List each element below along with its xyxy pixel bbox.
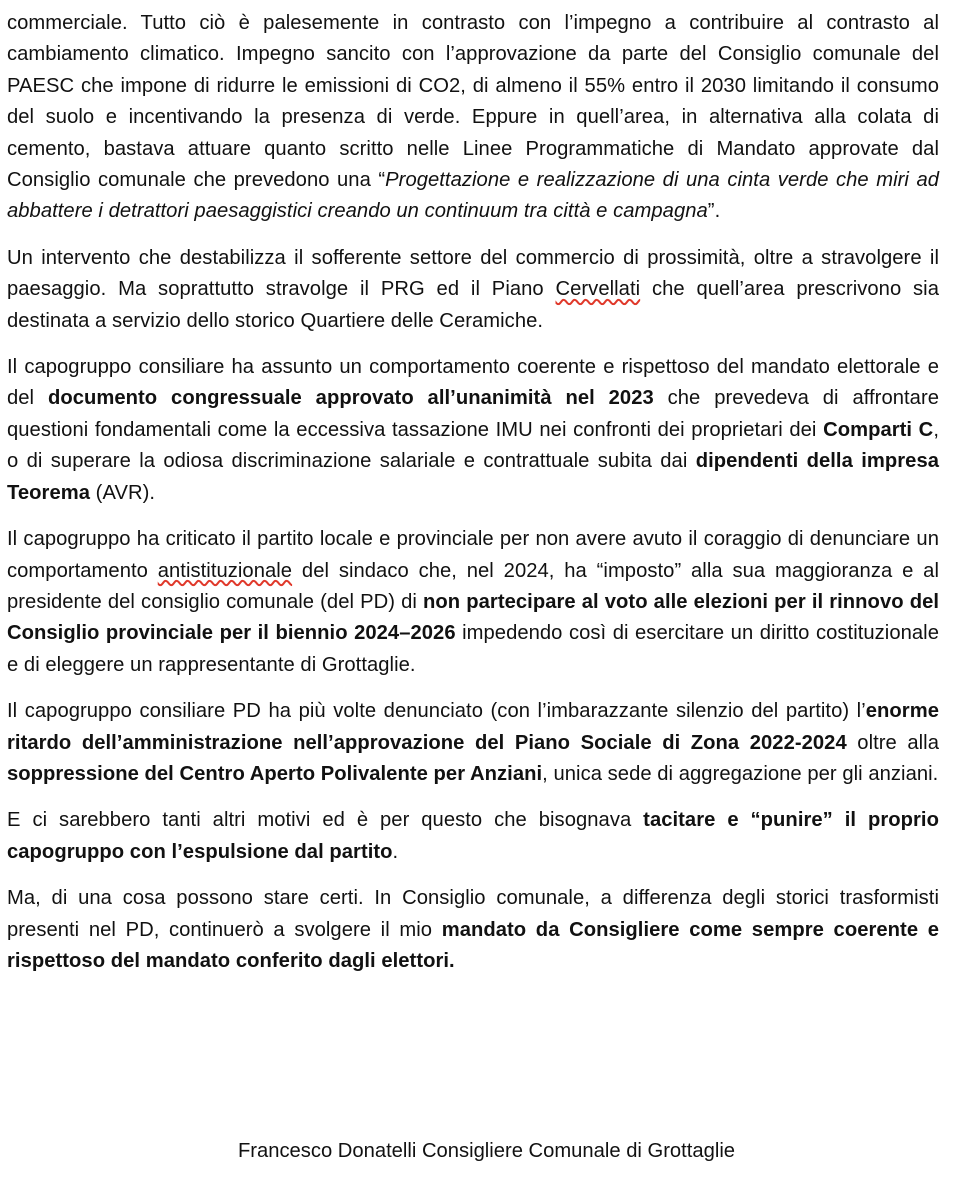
spellcheck-flagged-word: Cervellati [555, 278, 641, 301]
text-segment: Il capogruppo ha criticato il partito locale e provinciale per non avere avuto il coraggio di denunciare un comportamento [7, 528, 939, 582]
text-segment: , o di superare la odiosa discriminazione salariale e contrattuale subita dai [7, 418, 939, 473]
text-segment: impedendo così di esercitare un diritto costituzionale e di eleggere un rappresentante di Grottaglie. [7, 622, 939, 676]
text-segment: del sindaco che, nel 2024, ha “imposto” alla sua maggioranza e al presidente del consiglio comunale (del PD) di [7, 559, 939, 613]
text-segment: che prevedeva di affrontare questioni fondamentali come la eccessiva tassazione IMU nei confronti dei proprietari dei [7, 387, 939, 441]
paragraph-p7 [7, 883, 939, 977]
text-segment: Ma, di una cosa possono stare certi. In Consiglio comunale, a differenza degli storici trasformisti presenti nel PD, continuerò a svolgere il mio [7, 887, 939, 941]
signature: Francesco Donatelli Consigliere Comunale di Grottaglie [237, 1140, 736, 1162]
bold-text-segment: mandato da Consigliere come sempre coerente e rispettoso del mandato conferito dagli elettori. [7, 918, 940, 972]
text-segment: ”. [707, 200, 721, 223]
paragraph-p1 [7, 8, 939, 228]
text-segment: , unica sede di aggregazione per gli anziani. [542, 762, 939, 785]
text-segment: . [392, 840, 399, 863]
spellcheck-flagged-word: antistituzionale [157, 559, 293, 582]
bold-text-segment: Comparti C [823, 418, 934, 441]
text-segment: E ci sarebbero tanti altri motivi ed è per questo che bisognava [7, 809, 644, 832]
bold-text-segment: dipendenti della impresa Teorema [7, 450, 939, 504]
paragraph-p2 [7, 243, 939, 337]
text-segment: (AVR). [90, 481, 156, 504]
paragraph-p4 [7, 524, 939, 681]
bold-text-segment: enorme ritardo dell’amministrazione nell’approvazione del Piano Sociale di Zona 2022-2024 [7, 700, 939, 754]
text-segment: oltre alla [846, 731, 939, 754]
paragraph-p6 [7, 805, 939, 868]
bold-text-segment: documento congressuale approvato all’unanimità nel 2023 [47, 387, 654, 410]
text-segment: Il capogruppo consiliare PD ha più volte denunciato (con l’imbarazzante silenzio del partito) l’ [7, 700, 866, 723]
paragraph-p5 [7, 696, 939, 790]
text-segment: commerciale. Tutto ciò è palesemente in contrasto con l’impegno a contribuire al contrasto al cambiamento climatico. Impegno sancito con l’approvazione da parte del Consiglio comunale del PAESC che impone di ridurre le emissioni di CO2, di almeno il 55% entro il 2030 limitando il consumo del suolo e incentivando la presenza di verde. Eppure in quell’area, in alternativa alla colata di cemento, bastava attuare quanto scritto nelle Linee Programmatiche di Mandato approvate dal Consiglio comunale che prevedono una “ [7, 12, 939, 192]
italic-text-segment: Progettazione e realizzazione di una cinta verde che miri ad abbattere i detrattori paesaggistici creando un continuum tra città e campagna [7, 169, 940, 223]
text-segment: Il capogruppo consiliare ha assunto un comportamento coerente e rispettoso del mandato elettorale e del [7, 356, 939, 410]
text-segment: Un intervento che destabilizza il sofferente settore del commercio di prossimità, oltre a stravolgere il paesaggio. Ma soprattutto stravolge il PRG ed il Piano [7, 246, 939, 301]
article-body [7, 8, 939, 977]
paragraph-p3 [7, 352, 939, 509]
bold-text-segment: soppressione del Centro Aperto Polivalente per Anziani [7, 762, 543, 785]
bold-text-segment: non partecipare al voto alle elezioni per il rinnovo del Consiglio provinciale per il biennio 2024–2026 [7, 590, 940, 645]
text-segment: che quell’area prescrivono sia destinata a servizio dello storico Quartiere delle Ceramiche. [7, 278, 939, 332]
bold-text-segment: tacitare e “punire” il proprio capogruppo con l’espulsione dal partito [7, 809, 939, 863]
